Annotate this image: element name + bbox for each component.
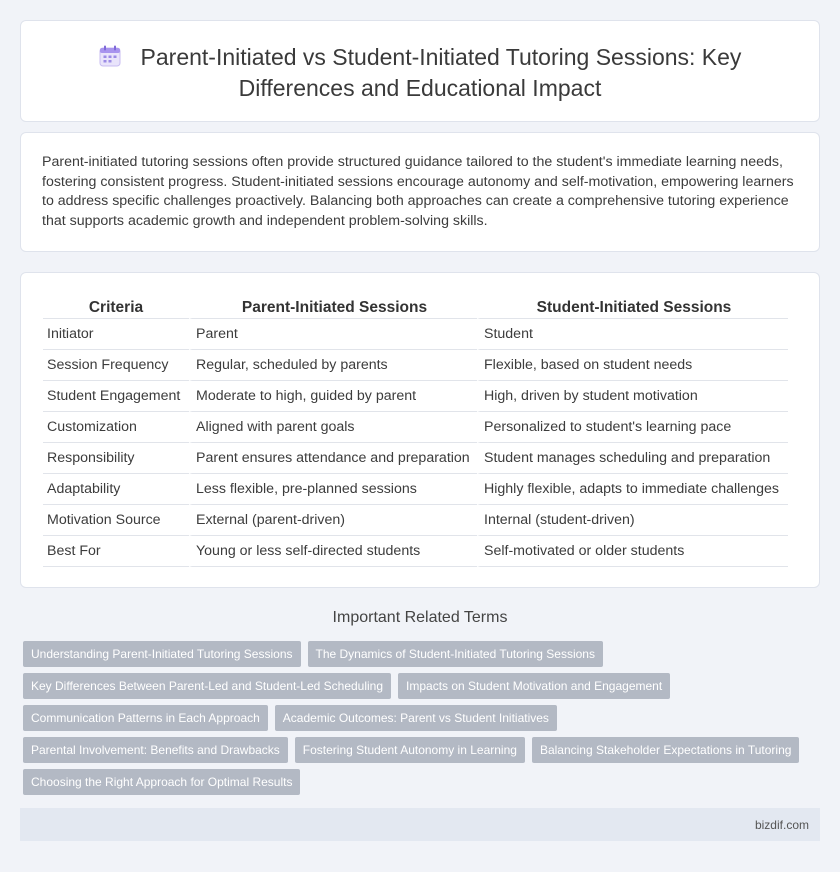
table-header-row [43, 295, 788, 319]
table-cell: Self-motivated or older students [477, 536, 788, 567]
table-cell: Best For [43, 536, 189, 567]
related-term-tag[interactable]: Communication Patterns in Each Approach [23, 705, 268, 731]
table-cell: Customization [43, 412, 189, 443]
table-row [43, 319, 788, 350]
table-cell: High, driven by student motivation [477, 381, 788, 412]
title-line-1: Parent-Initiated vs Student-Initiated Tutoring Sessions: Key [140, 44, 742, 70]
footer [20, 808, 820, 841]
tag-row [23, 737, 803, 763]
related-term-tag[interactable]: Choosing the Right Approach for Optimal Results [23, 769, 300, 795]
table-cell: Student Engagement [43, 381, 189, 412]
table-cell: Parent [189, 319, 477, 350]
related-terms-list [23, 641, 803, 801]
table-row [43, 412, 788, 443]
table-cell: Aligned with parent goals [189, 412, 477, 443]
related-term-tag[interactable]: Understanding Parent-Initiated Tutoring Sessions [23, 641, 301, 667]
related-terms-title: Important Related Terms [332, 609, 508, 626]
table-cell: Student manages scheduling and preparation [477, 443, 788, 474]
table-row [43, 350, 788, 381]
table-cell: Highly flexible, adapts to immediate challenges [477, 474, 788, 505]
table-cell: Initiator [43, 319, 189, 350]
related-term-tag[interactable]: Key Differences Between Parent-Led and Student-Led Scheduling [23, 673, 391, 699]
related-term-tag[interactable]: Impacts on Student Motivation and Engagement [398, 673, 670, 699]
table-cell: Moderate to high, guided by parent [189, 381, 477, 412]
table-cell: Flexible, based on student needs [477, 350, 788, 381]
header-parent-initiated: Parent-Initiated Sessions [189, 295, 477, 319]
tag-row [23, 769, 803, 795]
table-row [43, 381, 788, 412]
title-line-2: Differences and Educational Impact [238, 75, 602, 101]
header-card [20, 20, 820, 122]
tag-row [23, 673, 803, 699]
related-term-tag[interactable]: The Dynamics of Student-Initiated Tutoring Sessions [308, 641, 603, 667]
related-term-tag[interactable]: Balancing Stakeholder Expectations in Tutoring [532, 737, 800, 763]
tag-row [23, 641, 803, 667]
table-cell: Student [477, 319, 788, 350]
related-term-tag[interactable]: Academic Outcomes: Parent vs Student Initiatives [275, 705, 557, 731]
tag-row [23, 705, 803, 731]
related-term-tag[interactable]: Parental Involvement: Benefits and Drawbacks [23, 737, 288, 763]
table-cell: Personalized to student's learning pace [477, 412, 788, 443]
table-cell: Session Frequency [43, 350, 189, 381]
table-row [43, 536, 788, 567]
footer-brand[interactable]: bizdif.com [754, 818, 809, 832]
comparison-table-card [20, 272, 820, 588]
table-cell: External (parent-driven) [189, 505, 477, 536]
related-term-tag[interactable]: Fostering Student Autonomy in Learning [295, 737, 525, 763]
intro-card [20, 132, 820, 252]
table-cell: Young or less self-directed students [189, 536, 477, 567]
table-cell: Motivation Source [43, 505, 189, 536]
page-title [21, 43, 819, 103]
table-cell: Regular, scheduled by parents [189, 350, 477, 381]
table-cell: Responsibility [43, 443, 189, 474]
table-row [43, 505, 788, 536]
table-cell: Internal (student-driven) [477, 505, 788, 536]
header-criteria: Criteria [43, 295, 189, 319]
header-student-initiated: Student-Initiated Sessions [477, 295, 788, 319]
table-row [43, 474, 788, 505]
calendar-icon [99, 45, 121, 74]
table-cell: Adaptability [43, 474, 189, 505]
table-cell: Parent ensures attendance and preparation [189, 443, 477, 474]
intro-paragraph: Parent-initiated tutoring sessions often provide structured guidance tailored to the student's immediate learning needs, fostering consistent progress. Student-initiated sessions encourage autonomy and self-motivation, empowering learners to address specific challenges proactively. Balancing both approaches can create a comprehensive tutoring experience that supports academic growth and independent problem-solving skills. [42, 154, 794, 229]
table-cell: Less flexible, pre-planned sessions [189, 474, 477, 505]
table-row [43, 443, 788, 474]
comparison-table [43, 295, 788, 567]
